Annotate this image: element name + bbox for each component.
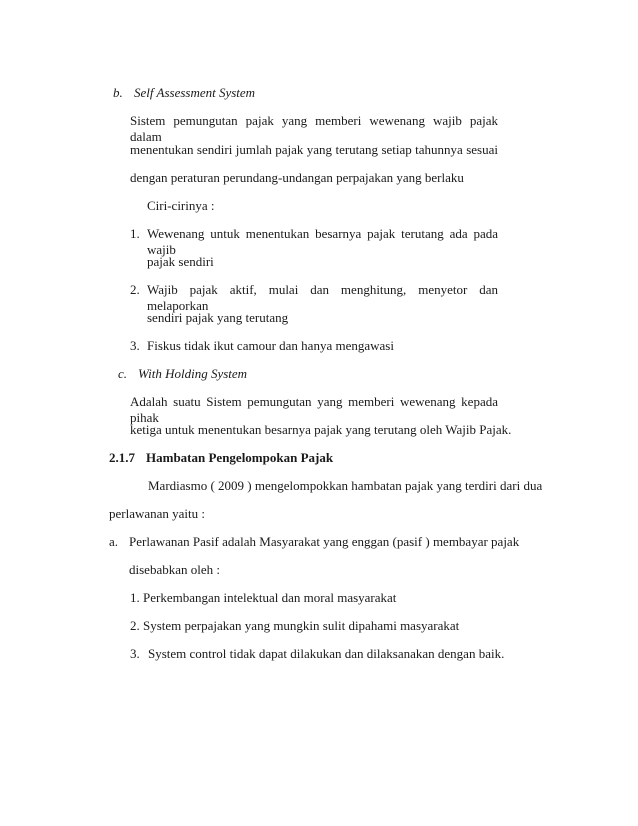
ciri-label: Ciri-cirinya :	[147, 198, 215, 213]
item-3-line-1: Fiskus tidak ikut camour dan hanya mengawasi	[147, 338, 394, 353]
item-2-line-1: Wajib pajak aktif, mulai dan menghitung, menyetor dan melaporkan	[147, 282, 498, 313]
section-c-marker: c.	[118, 366, 128, 381]
cause-3-num: 3.	[130, 646, 140, 661]
item-1-num: 1.	[130, 226, 140, 241]
point-a-line-1: Perlawanan Pasif adalah Masyarakat yang enggan (pasif ) membayar pajak	[129, 534, 520, 549]
item-1-line-1: Wewenang untuk menentukan besarnya pajak terutang ada pada wajib	[147, 226, 498, 257]
point-a-marker: a.	[109, 534, 119, 549]
cause-1-num: 1.	[130, 590, 140, 605]
cause-1-text: Perkembangan intelektual dan moral masyarakat	[143, 590, 397, 605]
section-b-para-line-2: menentukan sendiri jumlah pajak yang terutang setiap tahunnya sesuai	[130, 142, 498, 157]
cause-3-text: System control tidak dapat dilakukan dan dilaksanakan dengan baik.	[148, 646, 505, 661]
section-b-title: Self Assessment System	[134, 85, 256, 100]
item-3-num: 3.	[130, 338, 140, 353]
point-a-line-2: disebabkan oleh :	[129, 562, 220, 577]
item-2-line-2: sendiri pajak yang terutang	[147, 310, 289, 325]
section-217-intro-line-2: perlawanan yaitu :	[109, 506, 206, 521]
section-b-para-line-3: dengan peraturan perundang-undangan perpajakan yang berlaku	[130, 170, 464, 185]
section-c-para-line-2: ketiga untuk menentukan besarnya pajak yang terutang oleh Wajib Pajak.	[130, 422, 512, 437]
section-217-number: 2.1.7	[109, 450, 135, 465]
item-2-num: 2.	[130, 282, 140, 297]
section-c-title: With Holding System	[138, 366, 248, 381]
section-217-intro-line-1: Mardiasmo ( 2009 ) mengelompokkan hambatan pajak yang terdiri dari dua	[148, 478, 543, 493]
item-1-line-2: pajak sendiri	[147, 254, 214, 269]
section-b-para-line-1: Sistem pemungutan pajak yang memberi wewenang wajib pajak dalam	[130, 113, 498, 144]
section-b-marker: b.	[113, 85, 123, 100]
section-217-title: Hambatan Pengelompokan Pajak	[146, 450, 334, 465]
cause-2-num: 2.	[130, 618, 140, 633]
cause-2-text: System perpajakan yang mungkin sulit dipahami masyarakat	[143, 618, 460, 633]
section-c-para-line-1: Adalah suatu Sistem pemungutan yang memberi wewenang kepada pihak	[130, 394, 498, 425]
